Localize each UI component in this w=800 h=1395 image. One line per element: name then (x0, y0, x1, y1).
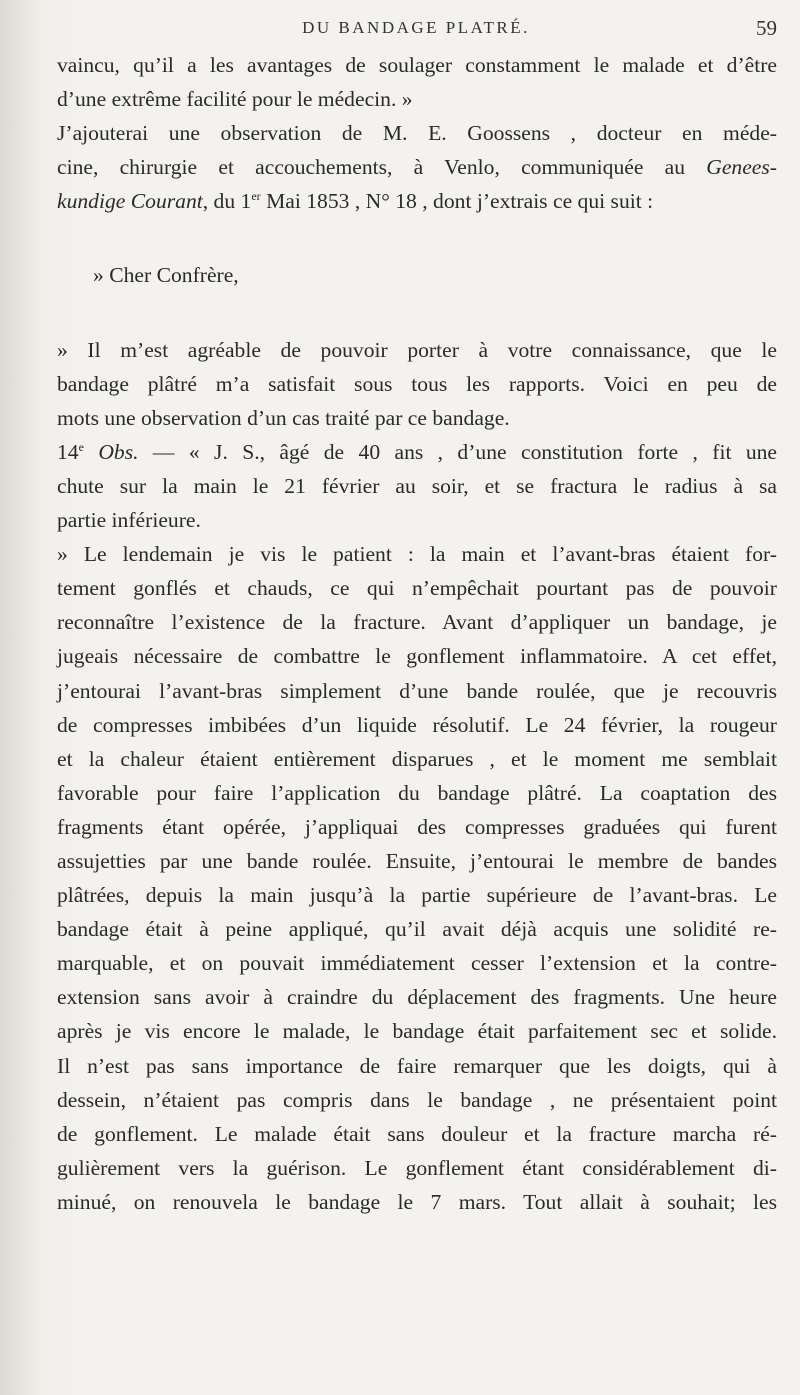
running-title: DU BANDAGE PLATRÉ. (302, 18, 530, 37)
text-line: d’une extrême facilité pour le médecin. » (57, 87, 413, 112)
text-line: reconnaître l’existence de la fracture. Avant d’appliquer un bandage, je (57, 610, 777, 635)
text-line: marquable, et on pouvait immédiatement cesser l’extension et la contre- (57, 951, 777, 976)
text-line: partie inférieure. (57, 508, 201, 533)
page-number: 59 (756, 16, 777, 40)
text-line: assujetties par une bande roulée. Ensuite, j’entourai le membre de bandes (57, 848, 777, 873)
text-line: après je vis encore le malade, le bandage était parfaitement sec et solide. (57, 1019, 777, 1044)
text-line: mots une observation d’un cas traité par ce bandage. (57, 405, 510, 430)
paragraph-gap (57, 218, 777, 258)
text-line: extension sans avoir à craindre du déplacement des fragments. Une heure (57, 985, 777, 1010)
text-line: j’entourai l’avant-bras simplement d’une bande roulée, que je recouvris (57, 678, 777, 703)
text-line: bandage était à peine appliqué, qu’il avait déjà acquis une solidité re- (57, 917, 777, 942)
running-head (55, 14, 777, 44)
paragraph-gap (57, 293, 777, 333)
text-line (57, 184, 777, 218)
text-run: cine, chirurgie et accouchements, à Venlo, communiquée au (57, 155, 686, 180)
text-run: Mai 1853 , N° 18 , dont j’extrais ce qui suit : (260, 189, 654, 214)
text-line: » Le lendemain je vis le patient : la main et l’avant-bras étaient for- (57, 542, 777, 567)
text-line: de gonflement. Le malade était sans douleur et la fracture marcha ré- (57, 1121, 777, 1146)
text-run: — « J. S., âgé de 40 ans , d’une constitution forte , fit une (138, 439, 778, 464)
text-line: gulièrement vers la guérison. Le gonflement étant considérablement di- (57, 1155, 777, 1180)
text-line (57, 435, 777, 469)
text-run: , du 1 (202, 189, 252, 214)
text-line: bandage plâtré m’a satisfait sous tous les rapports. Voici en peu de (57, 371, 777, 396)
superscript: e (78, 439, 84, 454)
text-line: favorable pour faire l’application du bandage plâtré. La coaptation des (57, 780, 777, 805)
text-line: minué, on renouvela le bandage le 7 mars. Tout allait à souhait; les (57, 1189, 777, 1214)
text-line: jugeais nécessaire de combattre le gonflement inflammatoire. A cet effet, (57, 644, 777, 669)
text-line: dessein, n’étaient pas compris dans le bandage , ne présentaient point (57, 1087, 777, 1112)
text-line: J’ajouterai une observation de M. E. Goossens , docteur en méde- (57, 121, 777, 146)
text-line: chute sur la main le 21 février au soir, et se fractura le radius à sa (57, 473, 777, 498)
text-line: » Il m’est agréable de pouvoir porter à votre connaissance, que le (57, 337, 777, 362)
text-run: 14 (57, 439, 79, 464)
superscript: er (251, 189, 261, 204)
text-line: tement gonflés et chauds, ce qui n’empêchait pourtant pas de pouvoir (57, 576, 777, 601)
text-line: vaincu, qu’il a les avantages de soulager constamment le malade et d’être (57, 53, 777, 77)
text-line (57, 150, 777, 184)
body-text (57, 48, 777, 1219)
text-line: plâtrées, depuis la main jusqu’à la partie supérieure de l’avant-bras. Le (57, 883, 777, 908)
text-line: fragments étant opérée, j’appliquai des compresses graduées qui furent (57, 814, 777, 839)
journal-title-part: Genees- (706, 155, 777, 180)
text-line: et la chaleur étaient entièrement disparues , et le moment me semblait (57, 746, 777, 771)
salutation: » Cher Confrère, (93, 263, 239, 288)
journal-title-part: kundige Courant (57, 189, 203, 214)
observation-label: Obs. (98, 439, 139, 464)
text-line: Il n’est pas sans importance de faire remarquer que les doigts, qui à (57, 1053, 777, 1078)
text-line: de compresses imbibées d’un liquide résolutif. Le 24 février, la rougeur (57, 712, 777, 737)
